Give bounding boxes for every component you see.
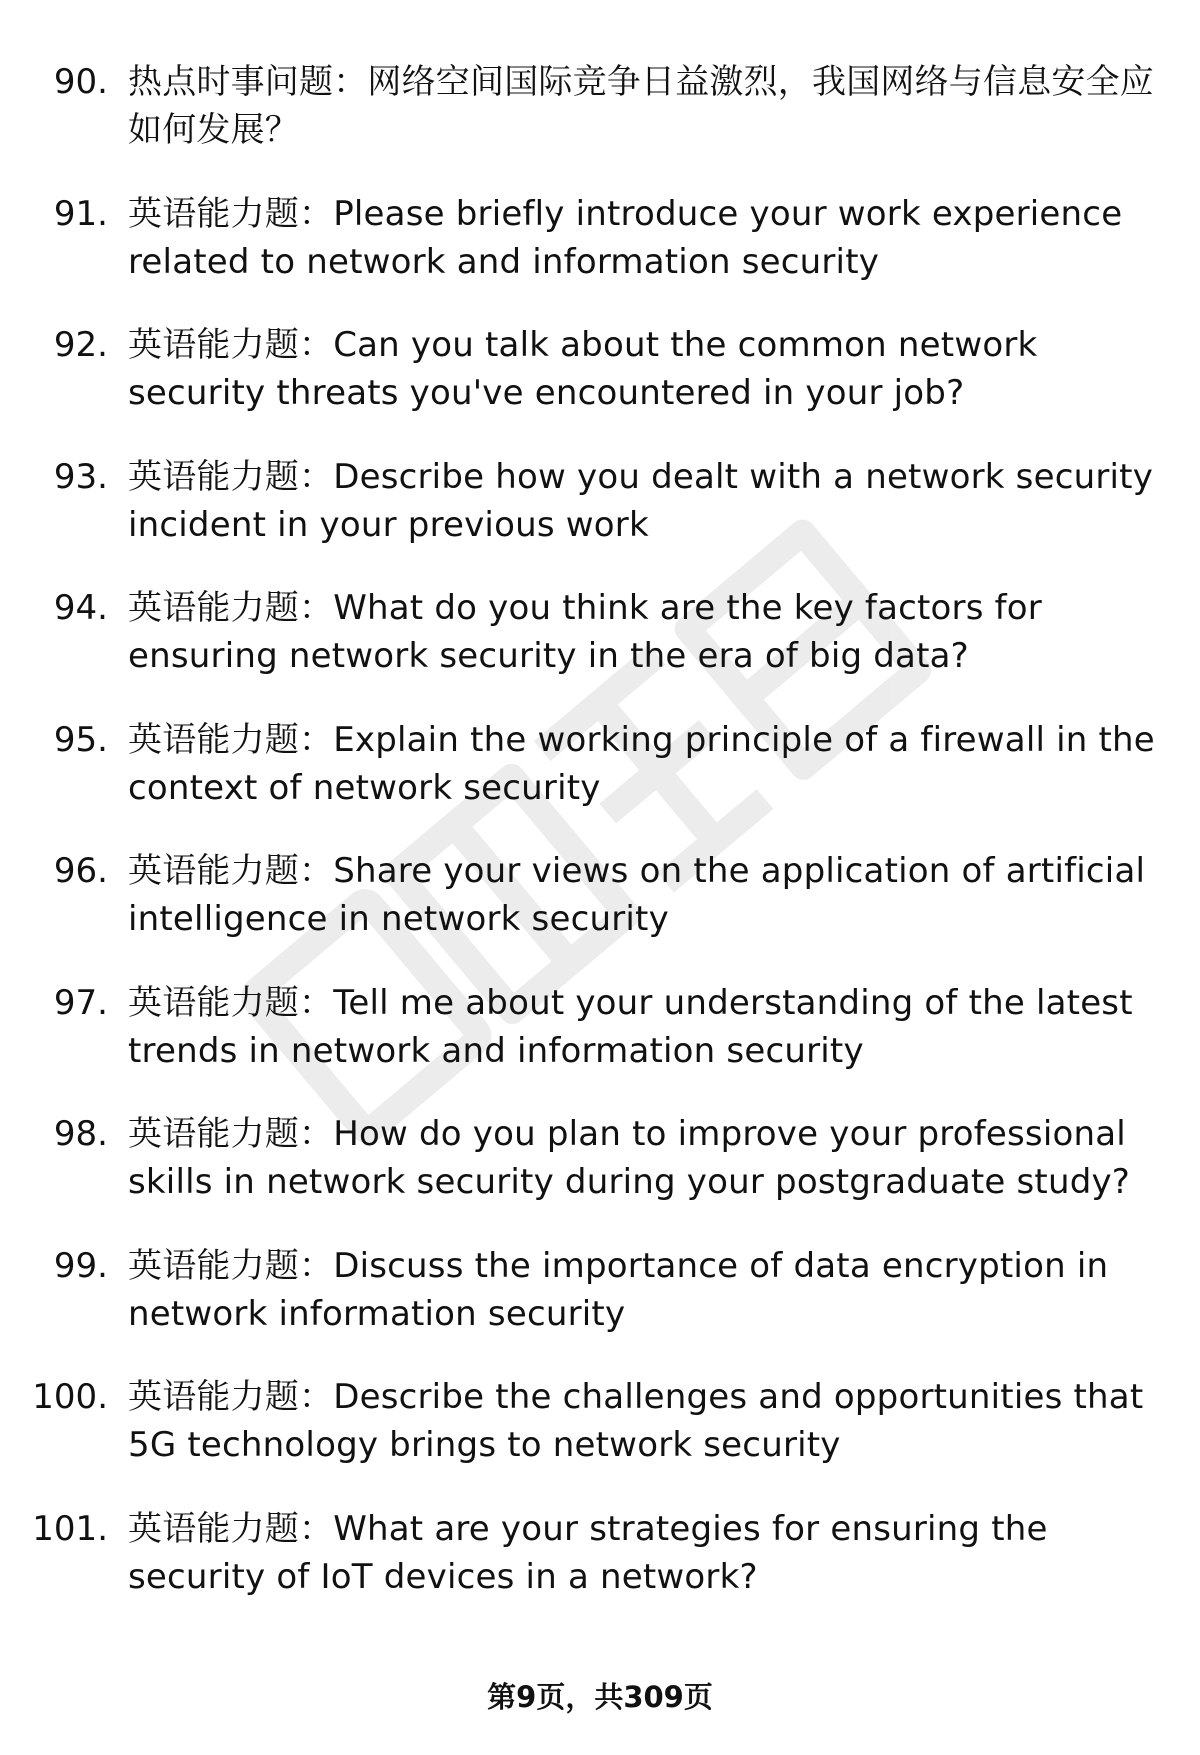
question-category: 英语能力题： [128, 851, 334, 891]
question-text: Discuss the importance of data encryption in network information security [128, 1245, 1109, 1334]
question-text: 网络空间国际竞争日益激烈，我国网络与信息安全应如何发展？ [128, 62, 1155, 150]
question-body [128, 1242, 1158, 1338]
question-item [0, 979, 1200, 1075]
question-category: 英语能力题： [128, 456, 334, 497]
question-item [0, 321, 1200, 417]
question-item [0, 584, 1200, 680]
question-body [128, 716, 1158, 812]
question-text: How do you plan to improve your professional skills in network security during your postgraduate study? [128, 1114, 1131, 1202]
question-number: 94. [53, 588, 108, 628]
question-category: 英语能力题： [128, 193, 334, 234]
question-item [0, 1110, 1200, 1206]
question-number: 98. [53, 1114, 108, 1154]
question-number: 92. [53, 325, 108, 365]
question-number: 90. [53, 62, 108, 102]
question-item [0, 847, 1200, 943]
question-category: 英语能力题： [128, 325, 334, 365]
question-text: Tell me about your understanding of the latest trends in network and information security [128, 982, 1133, 1071]
question-number: 93. [53, 456, 108, 497]
question-number: 101. [32, 1508, 108, 1549]
question-text: Can you talk about the common network security threats you've encountered in your job? [128, 325, 1038, 413]
question-number: 96. [53, 851, 108, 891]
question-item [0, 58, 1200, 154]
question-item [0, 1242, 1200, 1338]
question-body [128, 1373, 1158, 1469]
question-body [128, 1110, 1158, 1206]
question-item [0, 1373, 1200, 1469]
question-item [0, 453, 1200, 549]
question-category: 英语能力题： [128, 1245, 334, 1286]
question-category: 英语能力题： [128, 588, 334, 628]
question-body [128, 321, 1158, 417]
question-number: 97. [53, 982, 108, 1023]
question-text: What are your strategies for ensuring the security of IoT devices in a network? [128, 1508, 1048, 1597]
page-footer: 第9页，共309页 [487, 1680, 713, 1714]
question-body [128, 847, 1158, 943]
question-number: 91. [53, 193, 108, 234]
question-category: 英语能力题： [128, 982, 334, 1023]
question-text: What do you think are the key factors for ensuring network security in the era of big data? [128, 588, 1042, 676]
question-body [128, 58, 1158, 154]
question-text: Describe how you dealt with a network security incident in your previous work [128, 456, 1154, 545]
question-body [128, 979, 1158, 1075]
question-body [128, 1505, 1158, 1601]
question-body [128, 453, 1158, 549]
question-number: 99. [53, 1245, 108, 1286]
question-text: Please briefly introduce your work experience related to network and information security [128, 193, 1123, 282]
question-item [0, 1505, 1200, 1601]
question-list [0, 58, 1200, 1636]
question-category: 英语能力题： [128, 1508, 334, 1549]
question-category: 英语能力题： [128, 719, 334, 760]
question-category: 热点时事问题： [128, 62, 368, 102]
question-category: 英语能力题： [128, 1114, 334, 1154]
question-text: Describe the challenges and opportunities that 5G technology brings to network security [128, 1377, 1144, 1465]
question-item [0, 716, 1200, 812]
question-body [128, 584, 1158, 680]
question-number: 100. [32, 1377, 108, 1417]
question-number: 95. [53, 719, 108, 760]
question-item [0, 190, 1200, 286]
question-category: 英语能力题： [128, 1377, 334, 1417]
question-text: Share your views on the application of artificial intelligence in network security [128, 851, 1146, 939]
question-body [128, 190, 1158, 286]
question-text: Explain the working principle of a firewall in the context of network security [128, 719, 1155, 808]
